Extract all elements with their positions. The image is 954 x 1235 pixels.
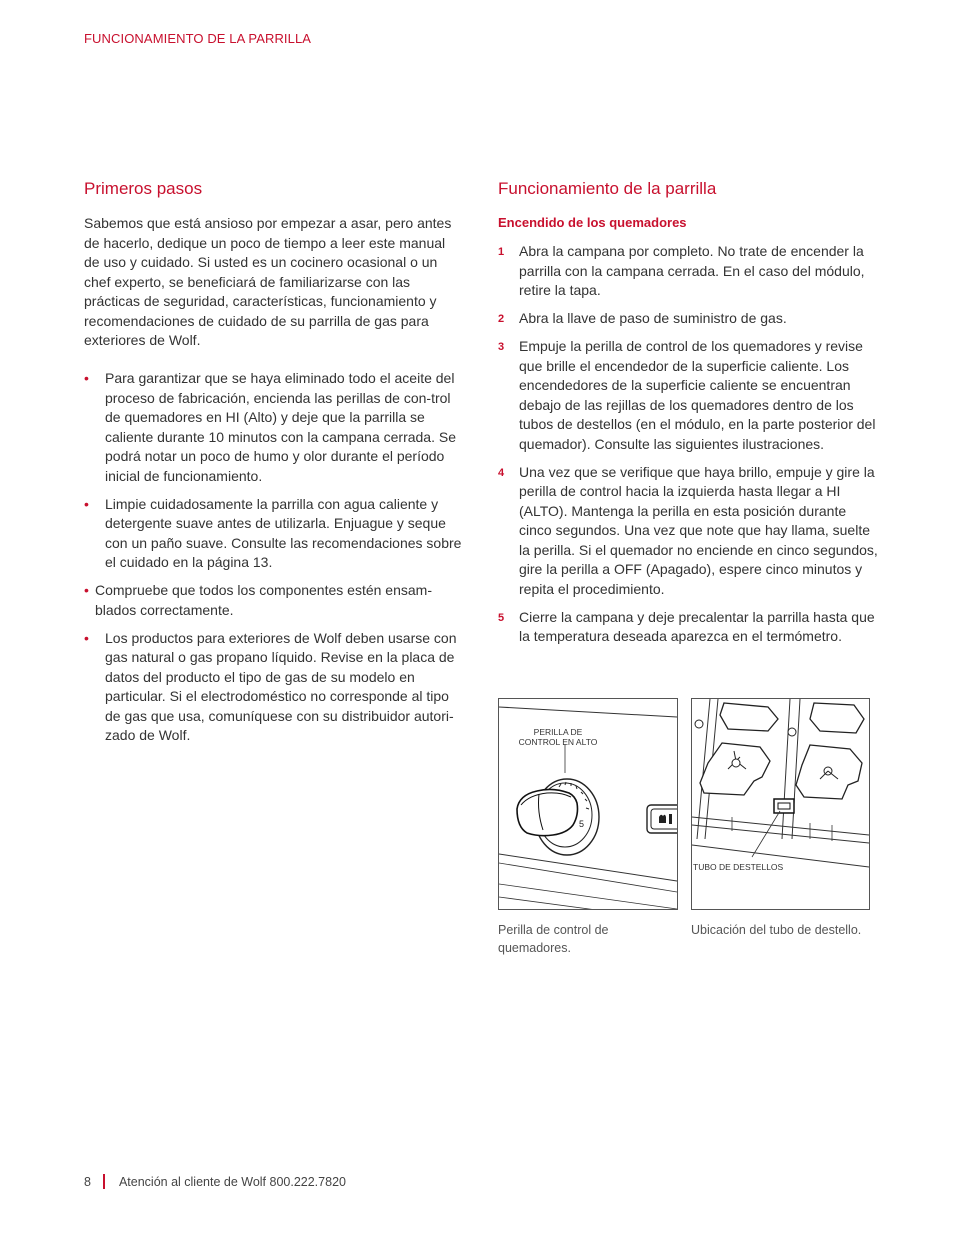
- flash-tube-drawing: [692, 699, 869, 909]
- heading-primeros-pasos: Primeros pasos: [84, 179, 203, 198]
- step-item: [498, 242, 878, 301]
- list-item: [84, 629, 464, 746]
- subheading-encendido: Encendido de los quemadores: [498, 215, 687, 230]
- step-number: 4: [498, 466, 505, 479]
- flash-tube-illustration: [691, 698, 870, 910]
- step-text: Cierre la campana y deje precalentar la parrilla hasta que la temperatura deseada aparezca en el termómetro.: [519, 608, 875, 644]
- knob-illustration: [498, 698, 678, 910]
- list-item: [84, 581, 464, 620]
- step-number: 5: [498, 611, 505, 624]
- steps-list: [498, 242, 878, 655]
- step-text: Empuje la perilla de control de los quemadores y revise que brille el encendedor de la superficie caliente. Los encendedores de la superficie caliente se encuentran debajo de las rejillas de los quemadores dentro de los tubos de destellos (en el módulo, en la parte posterior del quemador). Consulte las siguientes ilustraciones.: [519, 338, 876, 452]
- step-text: Una vez que se verifique que haya brillo, empuje y gire la perilla de control hacia la izquierda hasta llegar a HI (ALTO). Mantenga la perilla en esta posición durante cinco segundos. Una vez que note que hay llama, suelte la perilla. Si el quemador no enciende en cinco segundos, gire la perilla a OFF (Apagado), espere cinco minutos y repita el procedimiento.: [519, 463, 878, 597]
- bullet-text: Los productos para exteriores de Wolf deben usarse con gas natural o gas propano líquido. Revise en la placa de datos del producto el tipo de gas de su modelo en particular. Si el electrodoméstico no corresponde al tipo de gas que usa, comuníquese con su distribuidor autori-zado de Wolf.: [105, 629, 457, 743]
- list-item: [84, 369, 464, 486]
- bullet-text: Para garantizar que se haya eliminado todo el aceite del proceso de fabricación, encienda las perillas de con-trol de quemadores en HI (Alto) y deje que la parrilla se caliente durante 10 minutos con la campana cerrada. Se podrá notar un poco de humo y olor durante el período inicial de funcionamiento.: [105, 370, 456, 484]
- page-footer: [84, 1174, 346, 1189]
- step-item: [498, 608, 878, 647]
- knob-label: [499, 727, 617, 747]
- footer-divider: [103, 1174, 105, 1189]
- step-text: Abra la llave de paso de suministro de gas.: [519, 310, 787, 326]
- step-number: 1: [498, 246, 505, 258]
- knob-label-line1: PERILLA DE: [533, 727, 583, 737]
- step-number: 2: [498, 313, 505, 325]
- step-text: Abra la campana por completo. No trate de encender la parrilla con la campana cerrada. En el caso del módulo, retire la tapa.: [519, 243, 865, 298]
- intro-paragraph: Sabemos que está ansioso por empezar a asar, pero antes de hacerlo, dedique un poco de tiempo a leer este manual de uso y cuidado. Si usted es un cocinero ocasional o un chef experto, se beneficiará de familiarizarse con las prácticas de seguridad, características, funcionamiento y recomendaciones de cuidado de su parrilla de gas para exteriores de Wolf.: [84, 215, 452, 348]
- step-item: [498, 463, 878, 600]
- heading-funcionamiento: Funcionamiento de la parrilla: [498, 179, 717, 198]
- section-header: FUNCIONAMIENTO DE LA PARRILLA: [84, 31, 312, 46]
- step-number: 3: [498, 341, 505, 353]
- bullet-icon: •: [84, 370, 89, 386]
- page-number: 8: [84, 1174, 91, 1189]
- flash-tube-label: TUBO DE DESTELLOS: [693, 862, 784, 872]
- bullet-icon: •: [84, 582, 89, 598]
- bullet-text: Limpie cuidadosamente la parrilla con agua caliente y detergente suave antes de utilizarla. Enjuague y seque con un paño suave. Consulte las recomendaciones sobre el cuidado en la página 13.: [105, 495, 462, 570]
- bullet-text: Compruebe que todos los componentes estén ensam-blados correctamente.: [95, 582, 432, 618]
- flash-tube-caption: Ubicación del tubo de destello.: [691, 923, 862, 937]
- knob-caption: Perilla de control de quemadores.: [498, 923, 609, 955]
- step-item: [498, 337, 878, 454]
- bullet-icon: •: [84, 495, 89, 512]
- bullet-list: [84, 369, 464, 754]
- step-item: [498, 309, 878, 329]
- bullet-icon: •: [84, 629, 89, 646]
- footer-text: Atención al cliente de Wolf 800.222.7820: [118, 1174, 346, 1189]
- knob-label-line2: CONTROL EN ALTO: [518, 737, 598, 747]
- list-item: [84, 495, 464, 573]
- svg-text:5: 5: [579, 819, 585, 829]
